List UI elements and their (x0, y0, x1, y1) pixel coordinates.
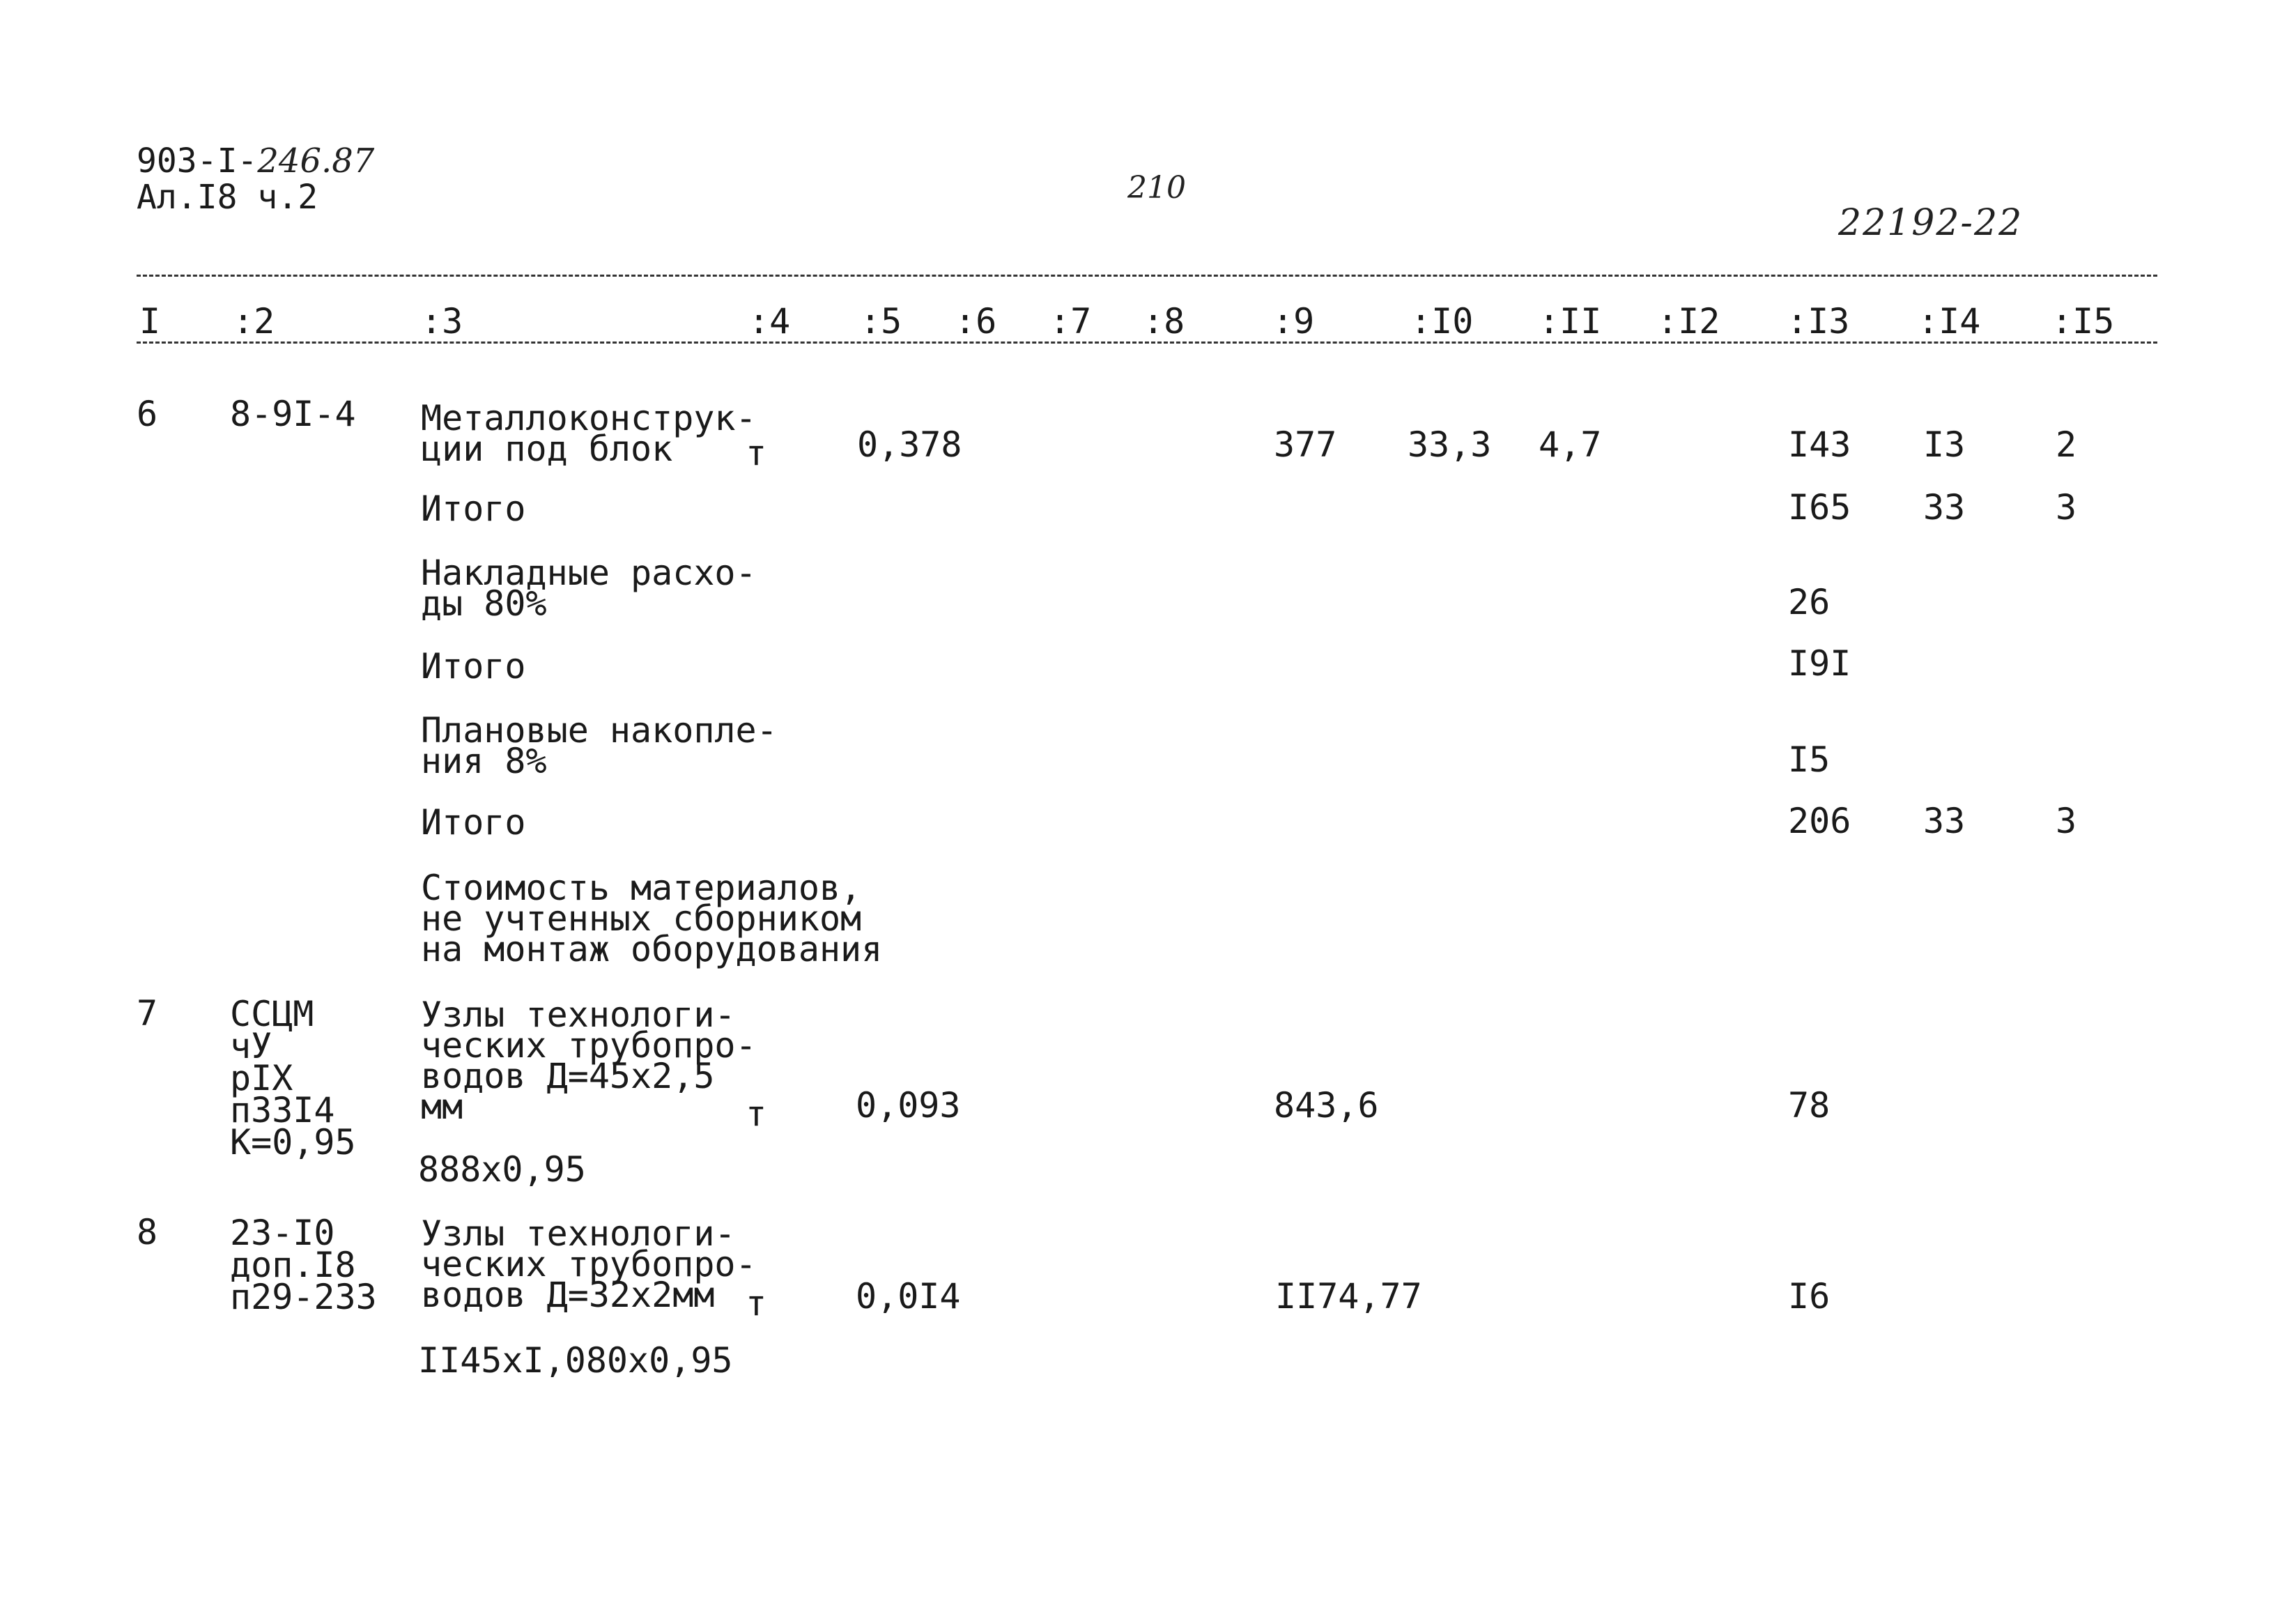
overhead-label: Накладные расхо- ды 80% (421, 553, 757, 624)
col9-value: 377 (1274, 424, 1337, 465)
column-header: :2 (233, 301, 275, 342)
work-description: Узлы технологи- ческих трубопро- водов Д=45х2,5 мм (421, 995, 757, 1127)
calc-formula: II45хI,080х0,95 (418, 1340, 733, 1381)
col13-value: 206 (1788, 801, 1851, 841)
unit: т (746, 1283, 767, 1323)
col15-value: 2 (2056, 424, 2077, 465)
work-description: Узлы технологи- ческих трубопро- водов Д=32х2мм (421, 1213, 757, 1315)
col15-value: 3 (2056, 801, 2077, 841)
row-number: 8 (137, 1212, 158, 1252)
subtotal-label: Итого (421, 646, 526, 686)
column-header: :3 (421, 301, 463, 342)
doc-code-handwritten: 246.87 (257, 141, 375, 181)
column-header: :I0 (1410, 301, 1474, 342)
subtotal-label: Итого (421, 802, 526, 843)
col13-value: 26 (1788, 582, 1831, 622)
column-header: :4 (748, 301, 791, 342)
doc-code-sheet-ref: Ал.I8 ч.2 (137, 178, 318, 217)
planned-savings-label: Плановые накопле- ния 8% (421, 710, 778, 781)
quantity: 0,093 (856, 1085, 961, 1126)
doc-code-prefix: 903-I- (137, 141, 258, 181)
col14-value: 33 (1923, 487, 1966, 528)
row-number: 6 (137, 394, 158, 434)
subtotal-label: Итого (421, 489, 526, 529)
header-bottom-rule (137, 342, 2157, 344)
col13-value: I6 (1788, 1276, 1831, 1317)
col14-value: I3 (1923, 424, 1966, 465)
column-header: :8 (1143, 301, 1185, 342)
col15-value: 3 (2056, 487, 2077, 528)
col13-value: I65 (1788, 487, 1851, 528)
column-header: :7 (1049, 301, 1092, 342)
materials-note: Стоимость материалов, не учтенных сборником на монтаж оборудования (421, 868, 883, 969)
col10-value: 33,3 (1408, 424, 1492, 465)
column-header: :5 (860, 301, 902, 342)
column-header: :I3 (1787, 301, 1850, 342)
quantity: 0,378 (857, 424, 962, 465)
document-code (137, 143, 374, 215)
col11-value: 4,7 (1539, 424, 1602, 465)
col13-value: I5 (1788, 739, 1831, 780)
norm-code: 8-9I-4 (230, 394, 356, 434)
work-description: Металлоконструк- ции под блок (421, 398, 757, 469)
column-header: :II (1539, 301, 1602, 342)
quantity: 0,0I4 (856, 1276, 961, 1317)
col14-value: 33 (1923, 801, 1966, 841)
unit: т (746, 1094, 767, 1134)
col9-value: II74,77 (1275, 1276, 1422, 1317)
row-number: 7 (137, 993, 158, 1034)
calc-formula: 888х0,95 (418, 1149, 586, 1190)
col9-value: 843,6 (1274, 1085, 1379, 1126)
col13-value: 78 (1788, 1085, 1831, 1126)
col13-value: I43 (1788, 424, 1851, 465)
unit: т (746, 433, 767, 473)
column-header: :I4 (1918, 301, 1981, 342)
col13-value: I9I (1788, 643, 1851, 684)
column-header: I (139, 301, 161, 342)
column-header: :I2 (1657, 301, 1720, 342)
norm-code: 23-I0 доп.I8 п29-233 (230, 1213, 377, 1317)
column-header: :9 (1272, 301, 1315, 342)
column-header: :6 (955, 301, 997, 342)
header-top-rule (137, 275, 2157, 277)
column-header: :I5 (2051, 301, 2115, 342)
page-number: 210 (1127, 170, 1186, 206)
norm-code: ССЦМ чУ рIX п33I4 К=0,95 (230, 994, 356, 1163)
sheet-number: 22192-22 (1838, 202, 2024, 244)
